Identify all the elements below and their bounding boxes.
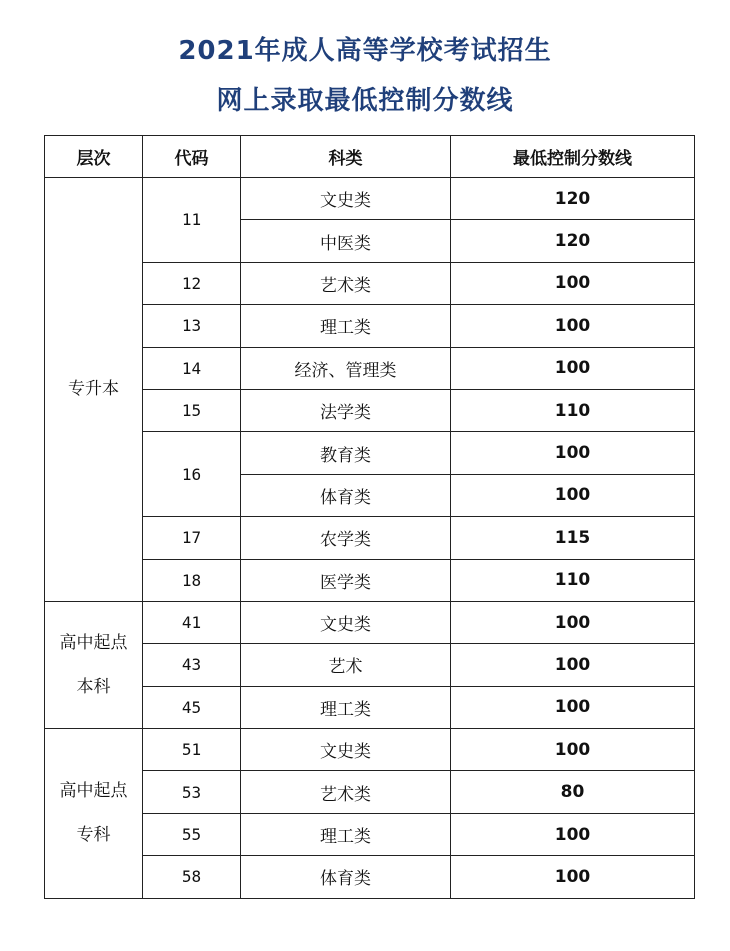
code-cell: 11 <box>143 178 241 263</box>
table-header-row <box>45 136 695 178</box>
table-row <box>45 856 695 898</box>
code-cell: 58 <box>143 856 241 898</box>
table-row <box>45 347 695 389</box>
category-cell: 理工类 <box>241 305 451 347</box>
page-subtitle: 网上录取最低控制分数线 <box>216 86 514 116</box>
level-text: 本科 <box>76 676 111 697</box>
table-row <box>45 729 695 771</box>
score-cell: 110 <box>451 559 695 601</box>
table-row <box>45 389 695 431</box>
score-cell: 100 <box>451 813 695 855</box>
category-cell: 体育类 <box>241 856 451 898</box>
score-cell: 100 <box>451 305 695 347</box>
score-cell: 115 <box>451 517 695 559</box>
table-row <box>45 559 695 601</box>
header-category: 科类 <box>241 136 451 178</box>
score-cell: 120 <box>451 178 695 220</box>
level-text: 高中起点 <box>59 781 128 802</box>
category-cell: 医学类 <box>241 559 451 601</box>
code-cell: 51 <box>143 729 241 771</box>
category-cell: 体育类 <box>241 474 451 516</box>
score-cell: 100 <box>451 601 695 643</box>
table-row <box>45 771 695 813</box>
code-cell: 45 <box>143 686 241 728</box>
table-row <box>45 644 695 686</box>
category-cell: 理工类 <box>241 813 451 855</box>
header-min-score: 最低控制分数线 <box>451 136 695 178</box>
table-row <box>45 601 695 643</box>
table-row <box>45 517 695 559</box>
category-cell: 法学类 <box>241 389 451 431</box>
code-cell: 16 <box>143 432 241 517</box>
level-cell <box>45 729 143 899</box>
code-cell: 53 <box>143 771 241 813</box>
score-cell: 100 <box>451 432 695 474</box>
category-cell: 艺术类 <box>241 262 451 304</box>
category-cell: 文史类 <box>241 178 451 220</box>
table-row <box>45 178 695 220</box>
score-table <box>44 135 695 899</box>
score-cell: 100 <box>451 474 695 516</box>
category-cell: 教育类 <box>241 432 451 474</box>
header-level: 层次 <box>45 136 143 178</box>
score-cell: 110 <box>451 389 695 431</box>
table-row <box>45 432 695 474</box>
score-cell: 100 <box>451 686 695 728</box>
score-cell: 100 <box>451 347 695 389</box>
score-cell: 100 <box>451 262 695 304</box>
category-cell: 文史类 <box>241 729 451 771</box>
level-text: 专升本 <box>68 379 119 400</box>
code-cell: 13 <box>143 305 241 347</box>
level-cell <box>45 178 143 602</box>
score-cell: 80 <box>451 771 695 813</box>
level-text: 高中起点 <box>59 632 128 653</box>
category-cell: 经济、管理类 <box>241 347 451 389</box>
level-cell <box>45 601 143 728</box>
category-cell: 文史类 <box>241 601 451 643</box>
score-cell: 120 <box>451 220 695 262</box>
table-row <box>45 262 695 304</box>
category-cell: 理工类 <box>241 686 451 728</box>
code-cell: 12 <box>143 262 241 304</box>
category-cell: 艺术 <box>241 644 451 686</box>
header-code: 代码 <box>143 136 241 178</box>
code-cell: 17 <box>143 517 241 559</box>
table-row <box>45 305 695 347</box>
category-cell: 农学类 <box>241 517 451 559</box>
score-cell: 100 <box>451 644 695 686</box>
level-text: 专科 <box>76 825 111 846</box>
category-cell: 艺术类 <box>241 771 451 813</box>
category-cell: 中医类 <box>241 220 451 262</box>
code-cell: 15 <box>143 389 241 431</box>
page-title: 2021年成人高等学校考试招生 <box>178 36 552 66</box>
code-cell: 43 <box>143 644 241 686</box>
score-cell: 100 <box>451 729 695 771</box>
code-cell: 41 <box>143 601 241 643</box>
table-row <box>45 686 695 728</box>
table-row <box>45 813 695 855</box>
code-cell: 55 <box>143 813 241 855</box>
code-cell: 18 <box>143 559 241 601</box>
code-cell: 14 <box>143 347 241 389</box>
score-cell: 100 <box>451 856 695 898</box>
